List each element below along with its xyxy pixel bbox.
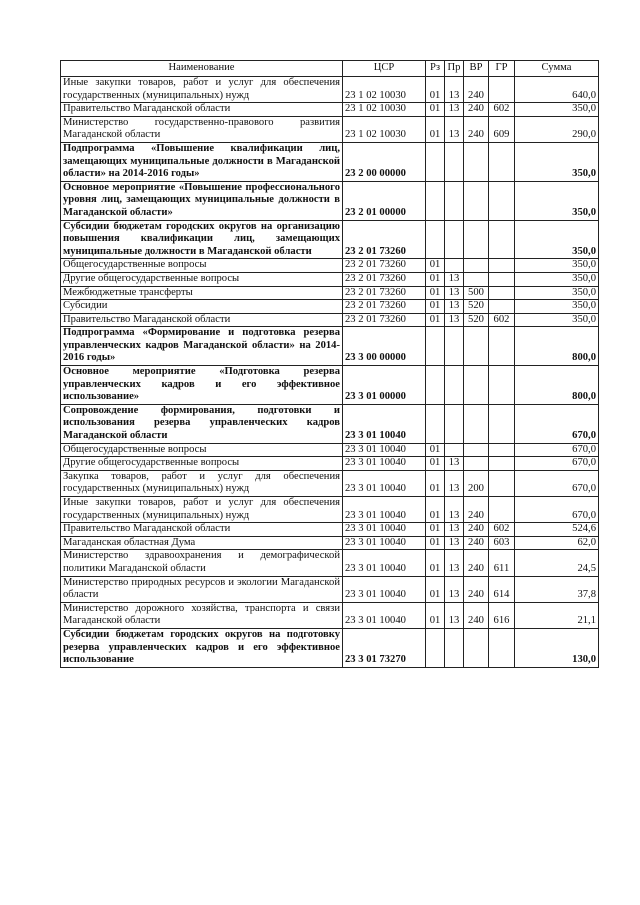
cell-vr: 520 xyxy=(464,313,489,327)
cell-name: Министерство государственно-правового развития Магаданской области xyxy=(61,116,343,142)
cell-sum: 290,0 xyxy=(515,116,599,142)
cell-sum: 21,1 xyxy=(515,602,599,628)
cell-vr xyxy=(464,628,489,667)
table-row xyxy=(61,443,599,457)
cell-rz: 01 xyxy=(426,443,445,457)
cell-csr: 23 3 01 00000 xyxy=(343,366,426,405)
cell-pr: 13 xyxy=(445,300,464,314)
cell-sum: 670,0 xyxy=(515,404,599,443)
cell-pr xyxy=(445,443,464,457)
cell-gr: 614 xyxy=(489,576,515,602)
cell-sum: 24,5 xyxy=(515,550,599,576)
cell-pr: 13 xyxy=(445,77,464,103)
cell-rz: 01 xyxy=(426,272,445,286)
cell-gr xyxy=(489,327,515,366)
cell-sum: 524,6 xyxy=(515,523,599,537)
cell-pr: 13 xyxy=(445,313,464,327)
cell-sum: 640,0 xyxy=(515,77,599,103)
cell-sum: 670,0 xyxy=(515,497,599,523)
cell-gr xyxy=(489,628,515,667)
table-header-row xyxy=(61,61,599,77)
table-row xyxy=(61,327,599,366)
cell-name: Подпрограмма «Повышение квалификации лиц, замещающих муниципальные должности в Магаданской области» на 2014-2016 годы» xyxy=(61,142,343,181)
cell-gr xyxy=(489,272,515,286)
cell-pr: 13 xyxy=(445,602,464,628)
table-row xyxy=(61,497,599,523)
table-row xyxy=(61,259,599,273)
cell-csr: 23 2 01 00000 xyxy=(343,181,426,220)
cell-csr: 23 2 01 73260 xyxy=(343,300,426,314)
cell-csr: 23 3 01 10040 xyxy=(343,443,426,457)
table-row xyxy=(61,300,599,314)
table-row xyxy=(61,220,599,259)
cell-vr xyxy=(464,220,489,259)
cell-pr: 13 xyxy=(445,116,464,142)
cell-vr xyxy=(464,457,489,471)
cell-pr: 13 xyxy=(445,103,464,117)
cell-gr xyxy=(489,142,515,181)
cell-gr: 602 xyxy=(489,313,515,327)
cell-name: Правительство Магаданской области xyxy=(61,313,343,327)
cell-vr: 240 xyxy=(464,523,489,537)
cell-csr: 23 2 01 73260 xyxy=(343,220,426,259)
cell-rz: 01 xyxy=(426,523,445,537)
cell-sum: 62,0 xyxy=(515,536,599,550)
cell-sum: 350,0 xyxy=(515,142,599,181)
cell-sum: 37,8 xyxy=(515,576,599,602)
cell-name: Сопровождение формирования, подготовки и использования резерва управленческих кадров Магаданской области xyxy=(61,404,343,443)
cell-name: Министерство здравоохранения и демографической политики Магаданской области xyxy=(61,550,343,576)
cell-name: Основное мероприятие «Повышение профессионального уровня лиц, замещающих муниципальные должности в Магаданской области» xyxy=(61,181,343,220)
cell-csr: 23 3 01 10040 xyxy=(343,536,426,550)
cell-csr: 23 3 01 10040 xyxy=(343,576,426,602)
cell-rz: 01 xyxy=(426,470,445,496)
cell-pr xyxy=(445,259,464,273)
cell-pr: 13 xyxy=(445,497,464,523)
cell-gr: 616 xyxy=(489,602,515,628)
cell-vr xyxy=(464,327,489,366)
table-row xyxy=(61,272,599,286)
cell-gr xyxy=(489,300,515,314)
cell-rz: 01 xyxy=(426,497,445,523)
cell-pr xyxy=(445,366,464,405)
cell-pr: 13 xyxy=(445,272,464,286)
header-pr: Пр xyxy=(445,61,464,77)
cell-csr: 23 2 01 73260 xyxy=(343,272,426,286)
cell-gr: 602 xyxy=(489,103,515,117)
cell-rz xyxy=(426,366,445,405)
header-rz: Рз xyxy=(426,61,445,77)
cell-gr xyxy=(489,470,515,496)
cell-name: Субсидии xyxy=(61,300,343,314)
cell-gr xyxy=(489,220,515,259)
table-row xyxy=(61,103,599,117)
cell-rz: 01 xyxy=(426,116,445,142)
cell-sum: 800,0 xyxy=(515,327,599,366)
cell-gr: 603 xyxy=(489,536,515,550)
cell-csr: 23 3 01 10040 xyxy=(343,550,426,576)
cell-sum: 670,0 xyxy=(515,457,599,471)
cell-vr xyxy=(464,181,489,220)
cell-name: Другие общегосударственные вопросы xyxy=(61,457,343,471)
table-row xyxy=(61,628,599,667)
table-row xyxy=(61,470,599,496)
cell-rz: 01 xyxy=(426,602,445,628)
cell-sum: 130,0 xyxy=(515,628,599,667)
cell-csr: 23 2 01 73260 xyxy=(343,259,426,273)
cell-sum: 350,0 xyxy=(515,272,599,286)
header-csr: ЦСР xyxy=(343,61,426,77)
cell-pr: 13 xyxy=(445,523,464,537)
cell-sum: 350,0 xyxy=(515,259,599,273)
cell-sum: 350,0 xyxy=(515,300,599,314)
cell-pr xyxy=(445,628,464,667)
cell-gr: 611 xyxy=(489,550,515,576)
cell-vr: 200 xyxy=(464,470,489,496)
cell-csr: 23 2 01 73260 xyxy=(343,313,426,327)
cell-csr: 23 3 01 10040 xyxy=(343,523,426,537)
cell-rz xyxy=(426,220,445,259)
table-row xyxy=(61,366,599,405)
cell-sum: 350,0 xyxy=(515,286,599,300)
cell-sum: 670,0 xyxy=(515,443,599,457)
cell-rz xyxy=(426,181,445,220)
cell-vr: 240 xyxy=(464,536,489,550)
cell-name: Основное мероприятие «Подготовка резерва управленческих кадров и его эффективное использование» xyxy=(61,366,343,405)
cell-rz xyxy=(426,327,445,366)
cell-sum: 670,0 xyxy=(515,470,599,496)
cell-gr: 602 xyxy=(489,523,515,537)
table-row xyxy=(61,523,599,537)
cell-csr: 23 1 02 10030 xyxy=(343,103,426,117)
cell-name: Иные закупки товаров, работ и услуг для обеспечения государственных (муниципальных) нужд xyxy=(61,77,343,103)
cell-csr: 23 1 02 10030 xyxy=(343,77,426,103)
cell-pr: 13 xyxy=(445,576,464,602)
cell-pr xyxy=(445,327,464,366)
cell-rz xyxy=(426,404,445,443)
cell-name: Иные закупки товаров, работ и услуг для обеспечения государственных (муниципальных) нужд xyxy=(61,497,343,523)
cell-rz: 01 xyxy=(426,77,445,103)
cell-gr xyxy=(489,77,515,103)
cell-sum: 350,0 xyxy=(515,313,599,327)
cell-pr xyxy=(445,181,464,220)
header-name: Наименование xyxy=(61,61,343,77)
cell-name: Межбюджетные трансферты xyxy=(61,286,343,300)
cell-name: Общегосударственные вопросы xyxy=(61,259,343,273)
table-row xyxy=(61,576,599,602)
cell-name: Министерство дорожного хозяйства, транспорта и связи Магаданской области xyxy=(61,602,343,628)
cell-vr xyxy=(464,443,489,457)
cell-vr: 240 xyxy=(464,116,489,142)
header-sum: Сумма xyxy=(515,61,599,77)
cell-rz: 01 xyxy=(426,313,445,327)
cell-name: Правительство Магаданской области xyxy=(61,103,343,117)
table-row xyxy=(61,457,599,471)
cell-csr: 23 3 01 10040 xyxy=(343,497,426,523)
table-row xyxy=(61,313,599,327)
table-body xyxy=(61,77,599,668)
cell-name: Министерство природных ресурсов и экологии Магаданской области xyxy=(61,576,343,602)
cell-vr: 240 xyxy=(464,550,489,576)
cell-csr: 23 2 01 73260 xyxy=(343,286,426,300)
cell-csr: 23 3 01 10040 xyxy=(343,470,426,496)
cell-vr: 240 xyxy=(464,497,489,523)
cell-sum: 800,0 xyxy=(515,366,599,405)
table-row xyxy=(61,602,599,628)
cell-name: Другие общегосударственные вопросы xyxy=(61,272,343,286)
cell-gr: 609 xyxy=(489,116,515,142)
cell-rz: 01 xyxy=(426,259,445,273)
table-row xyxy=(61,286,599,300)
cell-pr: 13 xyxy=(445,286,464,300)
cell-vr: 240 xyxy=(464,103,489,117)
cell-sum: 350,0 xyxy=(515,103,599,117)
table-row xyxy=(61,116,599,142)
cell-rz: 01 xyxy=(426,103,445,117)
cell-gr xyxy=(489,366,515,405)
cell-pr: 13 xyxy=(445,470,464,496)
cell-vr xyxy=(464,366,489,405)
cell-vr: 240 xyxy=(464,576,489,602)
cell-rz: 01 xyxy=(426,286,445,300)
cell-pr: 13 xyxy=(445,536,464,550)
cell-vr: 240 xyxy=(464,77,489,103)
cell-pr xyxy=(445,142,464,181)
cell-csr: 23 3 01 10040 xyxy=(343,404,426,443)
cell-rz xyxy=(426,628,445,667)
header-gr: ГР xyxy=(489,61,515,77)
cell-pr xyxy=(445,220,464,259)
cell-rz: 01 xyxy=(426,550,445,576)
cell-pr: 13 xyxy=(445,550,464,576)
table-row xyxy=(61,550,599,576)
cell-pr xyxy=(445,404,464,443)
cell-vr: 520 xyxy=(464,300,489,314)
table-row xyxy=(61,142,599,181)
cell-rz: 01 xyxy=(426,576,445,602)
cell-name: Магаданская областная Дума xyxy=(61,536,343,550)
budget-table xyxy=(60,60,599,668)
cell-gr xyxy=(489,181,515,220)
cell-gr xyxy=(489,443,515,457)
cell-sum: 350,0 xyxy=(515,220,599,259)
cell-csr: 23 1 02 10030 xyxy=(343,116,426,142)
header-vr: ВР xyxy=(464,61,489,77)
cell-csr: 23 2 00 00000 xyxy=(343,142,426,181)
cell-csr: 23 3 01 10040 xyxy=(343,602,426,628)
cell-name: Субсидии бюджетам городских округов на подготовку резерва управленческих кадров и его эффективное использование xyxy=(61,628,343,667)
cell-vr: 500 xyxy=(464,286,489,300)
cell-name: Субсидии бюджетам городских округов на организацию повышения квалификации лиц, замещающих муниципальные должности в Магаданской области xyxy=(61,220,343,259)
cell-csr: 23 3 00 00000 xyxy=(343,327,426,366)
table-row xyxy=(61,181,599,220)
cell-rz: 01 xyxy=(426,300,445,314)
cell-vr xyxy=(464,142,489,181)
cell-csr: 23 3 01 10040 xyxy=(343,457,426,471)
cell-name: Общегосударственные вопросы xyxy=(61,443,343,457)
cell-pr: 13 xyxy=(445,457,464,471)
cell-gr xyxy=(489,497,515,523)
table-row xyxy=(61,404,599,443)
cell-vr xyxy=(464,272,489,286)
cell-gr xyxy=(489,259,515,273)
cell-gr xyxy=(489,404,515,443)
cell-gr xyxy=(489,286,515,300)
cell-vr xyxy=(464,404,489,443)
cell-rz: 01 xyxy=(426,457,445,471)
cell-vr xyxy=(464,259,489,273)
cell-name: Закупка товаров, работ и услуг для обеспечения государственных (муниципальных) нужд xyxy=(61,470,343,496)
cell-name: Подпрограмма «Формирование и подготовка резерва управленческих кадров Магаданской области» на 2014-2016 годы» xyxy=(61,327,343,366)
cell-gr xyxy=(489,457,515,471)
cell-rz: 01 xyxy=(426,536,445,550)
cell-sum: 350,0 xyxy=(515,181,599,220)
cell-csr: 23 3 01 73270 xyxy=(343,628,426,667)
cell-vr: 240 xyxy=(464,602,489,628)
cell-rz xyxy=(426,142,445,181)
table-row xyxy=(61,536,599,550)
cell-name: Правительство Магаданской области xyxy=(61,523,343,537)
table-row xyxy=(61,77,599,103)
